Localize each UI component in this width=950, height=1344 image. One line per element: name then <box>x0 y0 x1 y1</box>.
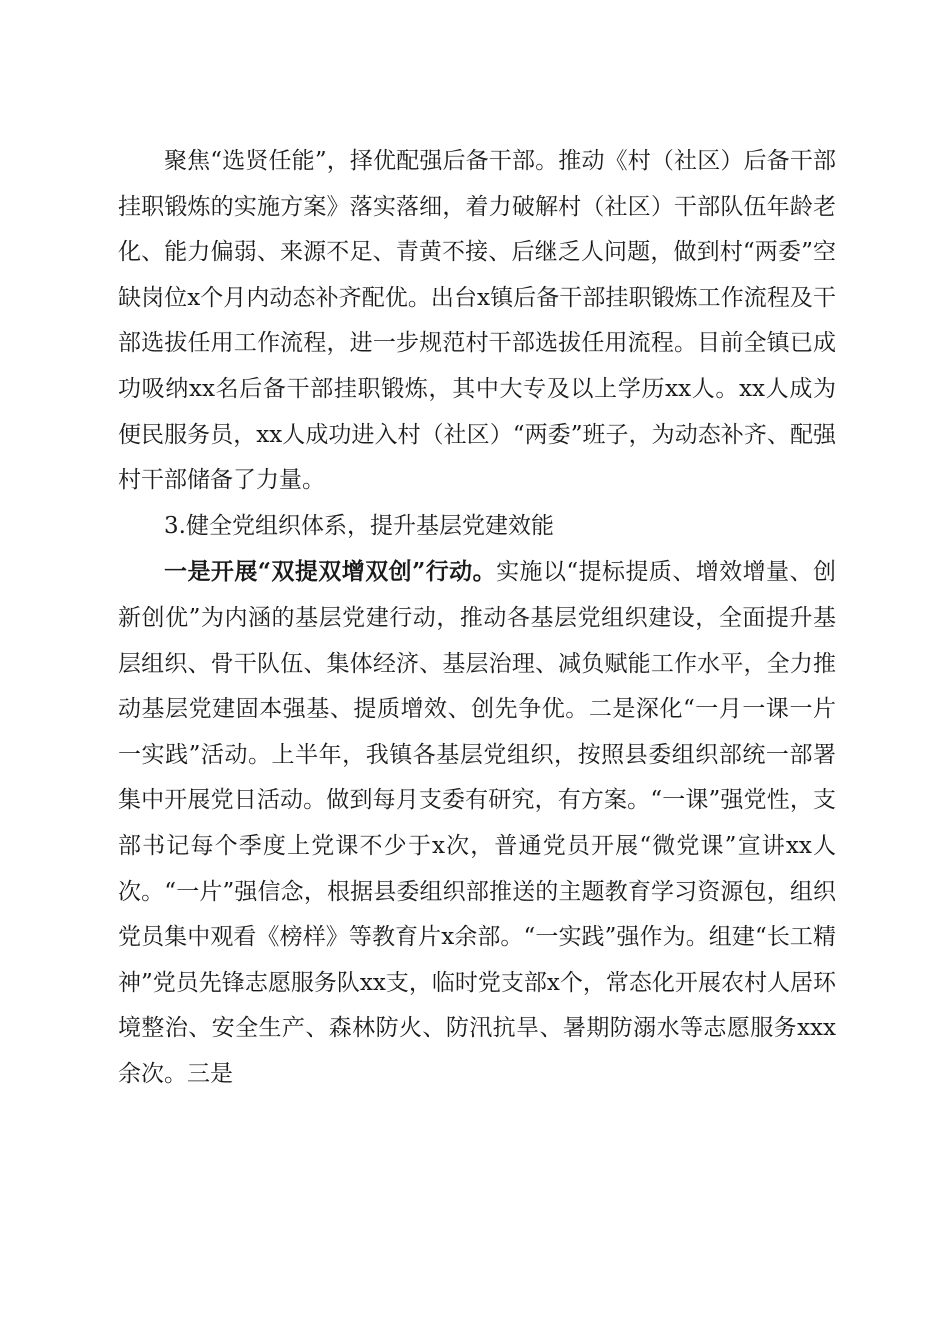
paragraph-party-building <box>118 549 836 1097</box>
section-heading: 3.健全党组织体系，提升基层党建效能 <box>164 512 554 539</box>
paragraph-lead-bold: 一是开展“双提双增双创”行动。 <box>164 558 497 586</box>
document-body <box>118 139 836 1097</box>
paragraph-body-text: 实施以“提标提质、增效增量、创新创优”为内涵的基层党建行动，推动各基层党组织建设，全面提升基层组织、骨干队伍、集体经济、基层治理、减负赋能工作水平，全力推动基层党建固本强基、提质增效、创先争优。二是深化“一月一课一片一实践”活动。上半年，我镇各基层党组织，按照县委组织部统一部署集中开展党日活动。做到每月支委有研究，有方案。“一课”强党性，支部书记每个季度上党课不少于x次，普通党员开展“微党课”宣讲xx人次。“一片”强信念，根据县委组织部推送的主题教育学习资源包，组织党员集中观看《榜样》等教育片x余部。“一实践”强作为。组建“长工精神”党员先锋志愿服务队xx支，临时党支部x个，常态化开展农村人居环境整治、安全生产、森林防火、防汛抗旱、暑期防溺水等志愿服务xxx余次。三是 <box>118 559 836 1087</box>
paragraph-reserve-cadres: 聚焦“选贤任能”，择优配强后备干部。推动《村（社区）后备干部挂职锻炼的实施方案》落实落细，着力破解村（社区）干部队伍年龄老化、能力偏弱、来源不足、青黄不接、后继乏人问题，做到村“两委”空缺岗位x个月内动态补齐配优。出台x镇后备干部挂职锻炼工作流程及干部选拔任用工作流程，进一步规范村干部选拔任用流程。目前全镇已成功吸纳xx名后备干部挂职锻炼，其中大专及以上学历xx人。xx人成为便民服务员，xx人成功进入村（社区）“两委”班子，为动态补齐、配强村干部储备了力量。 <box>118 148 836 494</box>
